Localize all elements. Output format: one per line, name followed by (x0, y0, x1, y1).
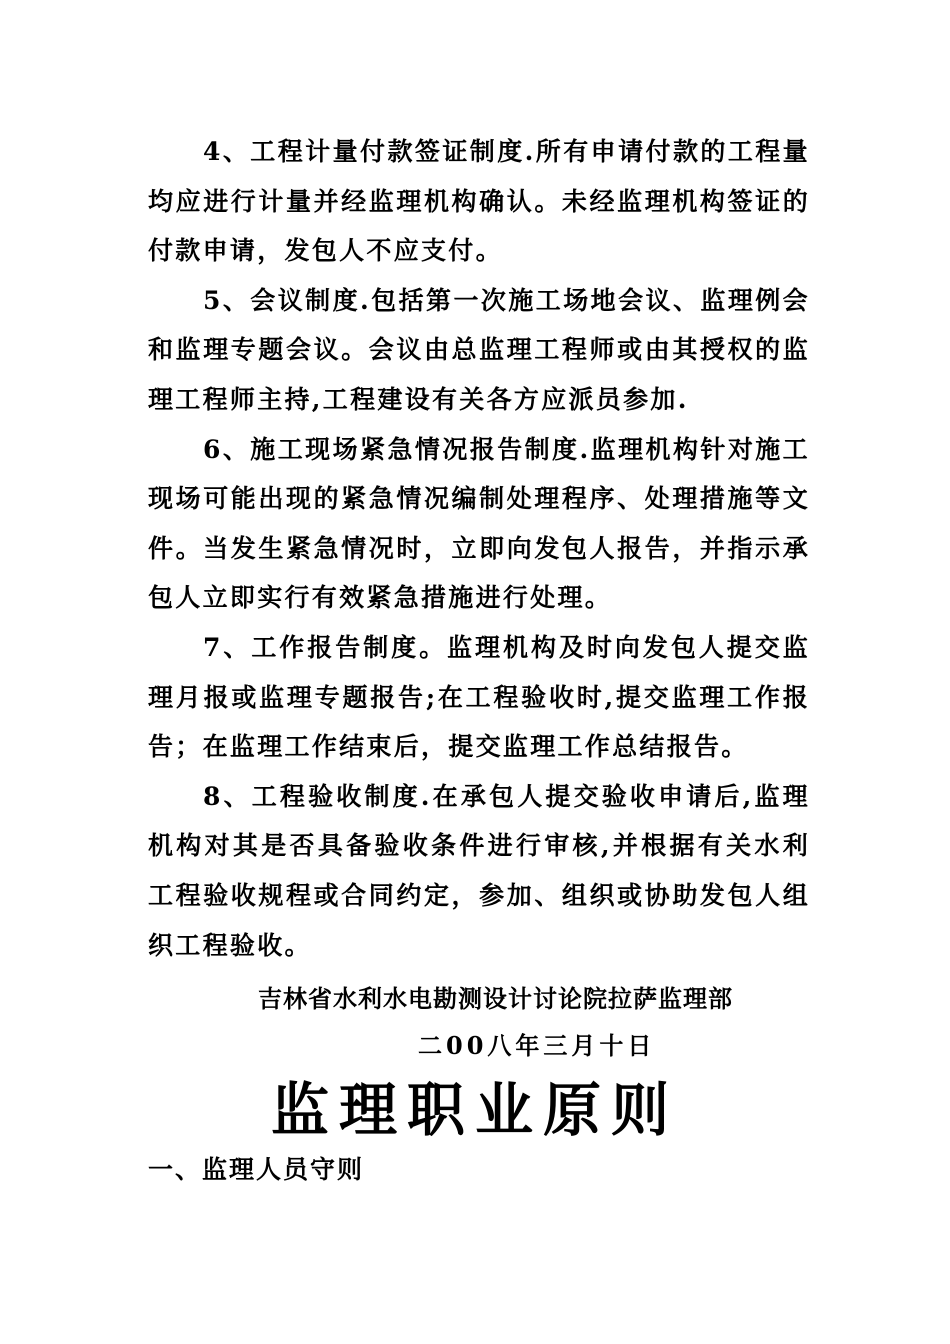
document-title: 监理职业原则 (270, 1076, 679, 1144)
section-heading: 一、监理人员守则 (148, 1155, 365, 1184)
paragraph-item-7: 7、工作报告制度。监理机构及时向发包人提交监理月报或监理专题报告;在工程验收时,提交监理工作报告；在监理工作结束后，提交监理工作总结报告。 (148, 632, 810, 762)
signature-date: 二00八年三月十日 (418, 1031, 656, 1060)
paragraph-item-8: 8、工程验收制度.在承包人提交验收申请后,监理机构对其是否具备验收条件进行审核,并根据有关水利工程验收规程或合同约定，参加、组织或协助发包人组织工程验收。 (148, 781, 810, 960)
paragraph-item-5: 5、会议制度.包括第一次施工场地会议、监理例会和监理专题会议。会议由总监理工程师或由其授权的监理工程师主持,工程建设有关各方应派员参加. (148, 285, 810, 414)
body-text (148, 127, 810, 970)
signature-organization: 吉林省水利水电勘测设计讨论院拉萨监理部 (258, 984, 733, 1013)
paragraph-item-4: 4、工程计量付款签证制度.所有申请付款的工程量均应进行计量并经监理机构确认。未经监理机构签证的付款申请，发包人不应支付。 (148, 137, 810, 266)
paragraph-item-6: 6、施工现场紧急情况报告制度.监理机构针对施工现场可能出现的紧急情况编制处理程序、处理措施等文件。当发生紧急情况时，立即向发包人报告，并指示承包人立即实行有效紧急措施进行处理。 (148, 434, 810, 613)
